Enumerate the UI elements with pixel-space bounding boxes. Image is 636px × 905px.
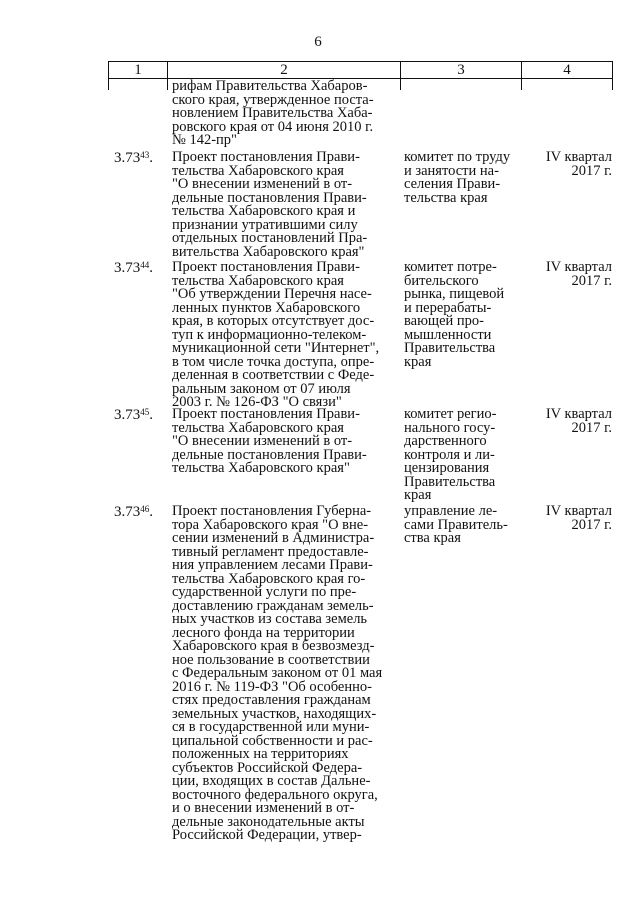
column-divider [612, 79, 613, 90]
column-divider [167, 79, 168, 90]
column-divider [108, 79, 109, 90]
row-period: IV квартал 2017 г. [545, 149, 612, 179]
row-executor: управление ле- сами Правитель- ства края [404, 503, 508, 546]
row-title: Проект постановления Губерна- тора Хабаровского края "О вне- сении изменений в Администра- тивный регламент предоставле- ния управлением лесами Прави- тельства Хабаровского края го- сударственной услуги по пре- доставлению гражданам земель- ных участков из состава земель лесного фонда на территории Хабаровского края в безвозмезд- ное пользование в соответствии с Федеральным законом от 01 мая 2016 г. № 119-ФЗ "Об особенно- стях предоставления гражданам земельных участков, находящих- ся в государственной или муни- ципальной собственности и рас- положенных на территориях субъектов Российской Федера- ции, входящих в состав Дальне- восточного федерального округа, и о внесении изменений в от- дельные законодательные акты Российской Федерации, утвер- [172, 503, 383, 843]
continuation-text: рифам Правительства Хабаров- ского края, утвержденное поста- новлением Правительства Хаба- ровского края от 04 июня 2010 г. № 142-пр" [172, 78, 374, 148]
header-col-4: 4 [563, 62, 571, 78]
column-divider [521, 79, 522, 90]
header-col-1: 1 [109, 62, 168, 78]
row-executor: комитет регио- нального госу- дарственного контроля и ли- цензирования Правительства края [404, 406, 497, 503]
row-period: IV квартал 2017 г. [545, 406, 612, 436]
row-executor: комитет потре- бительского рынка, пищевой и перерабаты- вающей про- мышленности Правительства края [404, 259, 505, 370]
row-title: Проект постановления Прави- тельства Хабаровского края "О внесении изменений в от- дельные постановления Прави- тельства Хабаровского края" [172, 406, 367, 476]
row-number: 3.73$^{43}$. [114, 150, 153, 166]
row-title: Проект постановления Прави- тельства Хабаровского края "О внесении изменений в от- дельные постановления Прави- тельства Хабаровского края и признании утратившими силу отдельных постановлений Пра- вительства Хабаровского края" [172, 149, 368, 260]
column-divider [400, 79, 401, 90]
header-col-3: 3 [401, 62, 522, 78]
row-period: IV квартал 2017 г. [545, 259, 612, 289]
row-period: IV квартал 2017 г. [545, 503, 612, 533]
row-number: 3.73$^{45}$. [114, 407, 153, 423]
header-col-2: 2 [168, 62, 401, 78]
row-executor: комитет по труду и занятости на- селения Прави- тельства края [404, 149, 511, 206]
table-header [108, 61, 613, 79]
row-number: 3.73$^{46}$. [114, 504, 153, 520]
page-number: 6 [314, 34, 322, 50]
row-number: 3.73$^{44}$. [114, 260, 153, 276]
row-title: Проект постановления Прави- тельства Хабаровского края "Об утверждении Перечня насе- ленных пунктов Хабаровского края, в которых отсутствует дос- туп к информационно-телеком- муникационной сети "Интернет", в том числе точка доступа, опре- деленная в соответствии с Феде- ральным законом от 07 июля 2003 г. № 126-ФЗ "О связи" [172, 259, 380, 410]
